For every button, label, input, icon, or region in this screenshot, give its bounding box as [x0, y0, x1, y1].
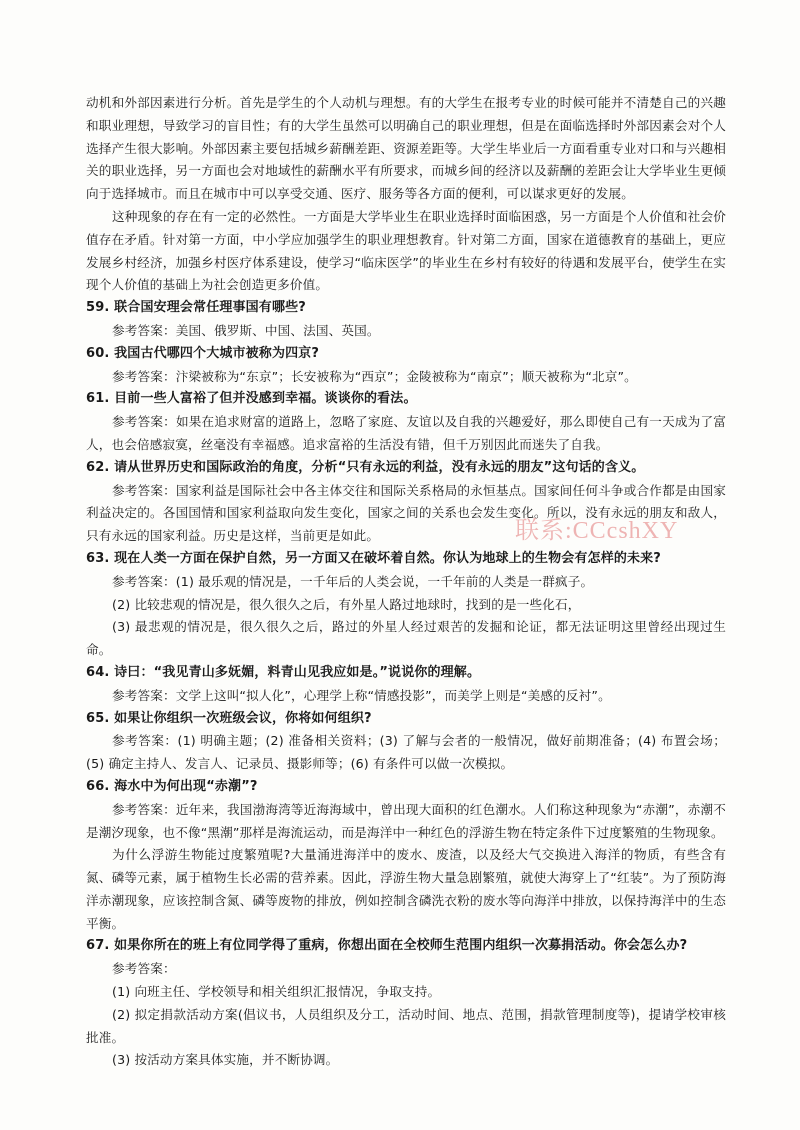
question-66: 66. 海水中为何出现“赤潮”? [86, 778, 258, 794]
answer-67-item-2: (2) 拟定捐款活动方案(倡议书，人员组织及分工，活动时间、地点、范围，捐款管理制度等)，提请学校审核批准。 [86, 1006, 726, 1045]
question-63: 63. 现在人类一方面在保护自然，另一方面又在破坏着自然。你认为地球上的生物会有怎样的未来? [86, 550, 661, 566]
answer-67: 参考答案： [112, 961, 176, 977]
answer-63-item-3: (3) 最悲观的情况是，很久很久之后，路过的外星人经过艰苦的发掘和论证，都无法证明这里曾经出现过生命。 [86, 619, 726, 658]
answer-64: 参考答案：文学上这叫“拟人化”，心理学上称“情感投影”，而美学上则是“美感的反衬”。 [112, 687, 611, 703]
question-62: 62. 请从世界历史和国际政治的角度，分析“只有永远的利益，没有永远的朋友”这句话的含义。 [86, 459, 645, 475]
watermark: 联系:CCcshXY [515, 518, 679, 544]
answer-66-paragraph-2: 为什么浮游生物能过度繁殖呢?大量涌进海洋中的废水、废渣，以及经大气交换进入海洋的物质，有些含有氮、磷等元素，属于植物生长必需的营养素。因此，浮游生物大量急剧繁殖，就使大海穿上了“红装”。为了预防海洋赤潮现象，应该控制含氮、磷等废物的排放，例如控制含磷洗衣粉的废水等向海洋中排放，以保持海洋中的生态平衡。 [86, 847, 726, 931]
answer-63: 参考答案：(1) 最乐观的情况是，一千年后的人类会说，一千年前的人类是一群疯子。 [112, 573, 594, 589]
answer-61: 参考答案：如果在追求财富的道路上，忽略了家庭、友谊以及自我的兴趣爱好，那么即使自己有一天成为了富人，也会倍感寂寞，丝毫没有幸福感。追求富裕的生活没有错，但千万别因此而迷失了自我。 [86, 414, 726, 452]
question-60: 60. 我国古代哪四个大城市被称为四京? [86, 345, 320, 361]
answer-67-item-3: (3) 按活动方案具体实施，并不断协调。 [112, 1052, 339, 1068]
intro-paragraph-1: 动机和外部因素进行分析。首先是学生的个人动机与理想。有的大学生在报考专业的时候可能并不清楚自己的兴趣和职业理想，导致学习的盲目性；有的大学生虽然可以明确自己的职业理想，但是在面临选择时外部因素会对个人选择产生很大影响。外部因素主要包括城乡薪酬差距、资源差距等。大学生毕业后一方面看重专业对口和与兴趣相关的职业选择，另一方面也会对地域性的薪酬水平有所要求，而城乡间的经济以及薪酬的差距会让大学毕业生更倾向于选择城市。而且在城市中可以享受交通、医疗、服务等各方面的便利，可以谋求更好的发展。 [86, 95, 726, 202]
document-page [86, 92, 726, 1072]
answer-67-item-1: (1) 向班主任、学校领导和相关组织汇报情况，争取支持。 [112, 984, 441, 1000]
question-61: 61. 目前一些人富裕了但并没感到幸福。谈谈你的看法。 [86, 391, 417, 407]
question-64: 64. 诗曰：“我见青山多妩媚，料青山见我应如是。”说说你的理解。 [86, 664, 481, 680]
question-65: 65. 如果让你组织一次班级会议，你将如何组织? [86, 710, 372, 726]
answer-60: 参考答案：汴梁被称为“东京”；长安被称为“西京”；金陵被称为“南京”；顺天被称为“北京”。 [112, 368, 637, 384]
answer-62: 参考答案：国家利益是国际社会中各主体交往和国际关系格局的永恒基点。国家间任何斗争或合作都是由国家利益决定的。各国国情和国家利益取向发生变化，国家之间的关系也会发生变化。所以，没有永远的朋友和敌人，只有永远的国家利益。历史是这样，当前更是如此。 [86, 482, 726, 544]
intro-paragraph-2: 这种现象的存在有一定的必然性。一方面是大学毕业生在职业选择时面临困惑，另一方面是个人价值和社会价值存在矛盾。针对第一方面，中小学应加强学生的职业理想教育。针对第二方面，国家在道德教育的基础上，更应发展乡村经济，加强乡村医疗体系建设，使学习“临床医学”的毕业生在乡村有较好的待遇和发展平台，使学生在实现个人价值的基础上为社会创造更多价值。 [86, 208, 726, 293]
question-59: 59. 联合国安理会常任理事国有哪些? [86, 300, 306, 316]
answer-59: 参考答案：美国、俄罗斯、中国、法国、英国。 [112, 322, 380, 338]
answer-63-item-2: (2) 比较悲观的情况是，很久很久之后，有外星人路过地球时，找到的是一些化石， [112, 596, 581, 612]
question-67: 67. 如果你所在的班上有位同学得了重病，你想出面在全校师生范围内组织一次募捐活动。你会怎么办? [86, 938, 688, 954]
answer-66: 参考答案：近年来，我国渤海湾等近海海域中，曾出现大面积的红色潮水。人们称这种现象为“赤潮”，赤潮不是潮汐现象，也不像“黑潮”那样是海流运动，而是海洋中一种红色的浮游生物在特定条件下过度繁殖的生物现象。 [86, 801, 726, 840]
answer-65: 参考答案：(1) 明确主题；(2) 准备相关资料；(3) 了解与会者的一般情况，做好前期准备；(4) 布置会场；(5) 确定主持人、发言人、记录员、摄影师等；(6) 有条件可以做一次模拟。 [86, 733, 726, 772]
